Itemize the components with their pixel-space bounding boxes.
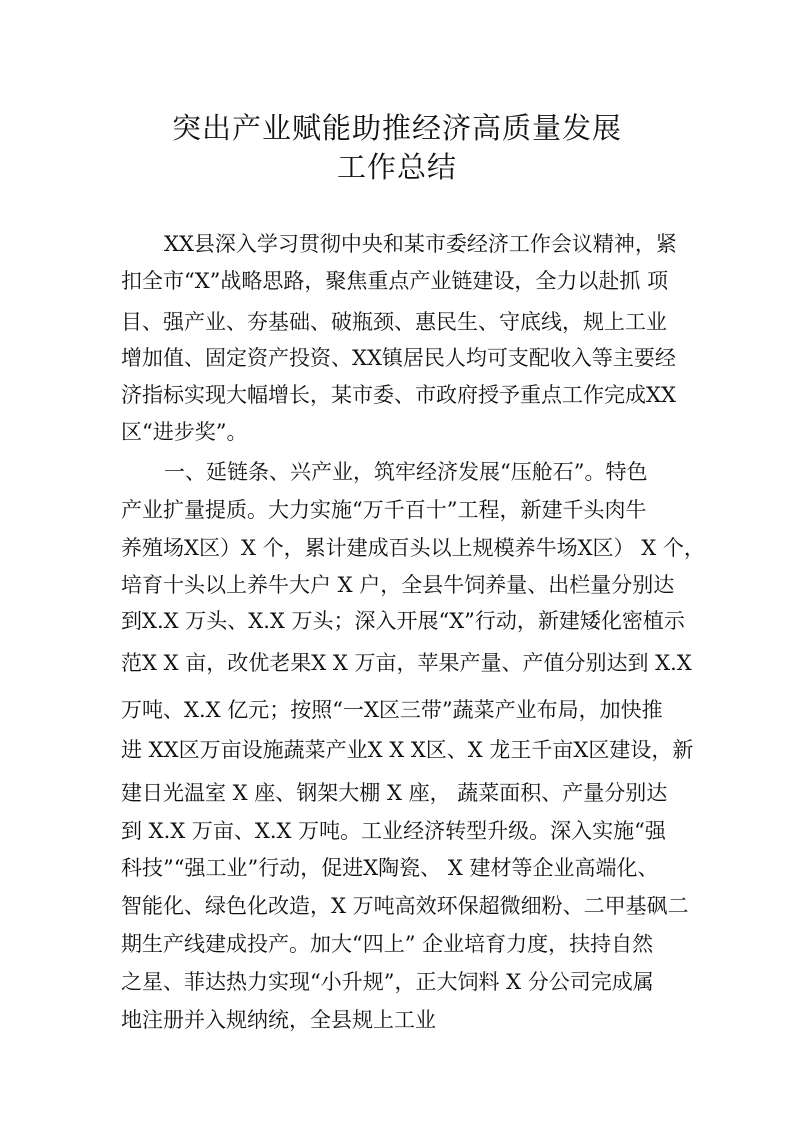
paragraph-2-line-8: 进 XX区万亩设施蔬菜产业X X X区、X 龙王千亩X区建设，新: [121, 738, 694, 762]
paragraph-2-line-3: 养殖场X区）X 个，累计建成百头以上规模养牛场X区） X 个，: [121, 536, 705, 560]
paragraph-1-line-4: 增加值、固定资产投资、XX镇居民人均可支配收入等主要经: [121, 346, 676, 370]
document-title-line-1: 突出产业赋能助推经济高质量发展: [171, 111, 622, 145]
paragraph-2-line-5: 到X.X 万头、X.X 万头；深入开展“X”行动，新建矮化密植示: [121, 609, 685, 633]
paragraph-2-line-12: 智能化、绿色化改造，X 万吨高效环保超微细粉、二甲基砜二: [121, 894, 689, 918]
paragraph-1-line-6: 区“进步奖”。: [121, 420, 248, 444]
paragraph-2-line-15: 地注册并入规纳统，全县规上工业: [121, 1008, 436, 1032]
paragraph-2-line-4: 培育十头以上养牛大户 X 户，全县牛饲养量、出栏量分别达: [121, 573, 675, 597]
paragraph-2-line-13: 期生产线建成投产。加大“四上” 企业培育力度，扶持自然: [121, 932, 654, 956]
paragraph-2-line-2: 产业扩量提质。大力实施“万千百十”工程，新建千头肉牛: [121, 498, 647, 522]
paragraph-2-line-14: 之星、菲达热力实现“小升规”，正大饲料 X 分公司完成属: [121, 970, 654, 994]
paragraph-1-line-5: 济指标实现大幅增长，某市委、市政府授予重点工作完成XX: [121, 383, 676, 407]
paragraph-2-line-7: 万吨、X.X 亿元；按照“一X区三带”蔬菜产业布局，加快推: [121, 698, 663, 722]
paragraph-1-line-1: XX县深入学习贯彻中央和某市委经济工作会议精神，紧: [164, 232, 677, 256]
paragraph-2-line-6: 范X X 亩，改优老果X X 万亩，苹果产量、产值分别达到 X.X: [121, 651, 692, 675]
paragraph-2-line-9: 建日光温室 X 座、钢架大棚 X 座， 蔬菜面积、产量分别达: [121, 781, 668, 805]
paragraph-1-line-3: 目、强产业、夯基础、破瓶颈、惠民生、守底线，规上工业: [121, 310, 667, 334]
paragraph-2-line-11: 科技”“强工业”行动，促进X陶瓷、 X 建材等企业高端化、: [121, 856, 659, 880]
paragraph-2-line-10: 到 X.X 万亩、X.X 万吨。工业经济转型升级。深入实施“强: [121, 819, 666, 843]
paragraph-2-line-1: 一、延链条、兴产业，筑牢经济发展“压舱石”。特色: [164, 460, 648, 484]
paragraph-1-line-2: 扣全市“X”战略思路，聚焦重点产业链建设，全力以赴抓 项: [121, 269, 669, 293]
document-title-line-2: 工作总结: [336, 150, 457, 184]
